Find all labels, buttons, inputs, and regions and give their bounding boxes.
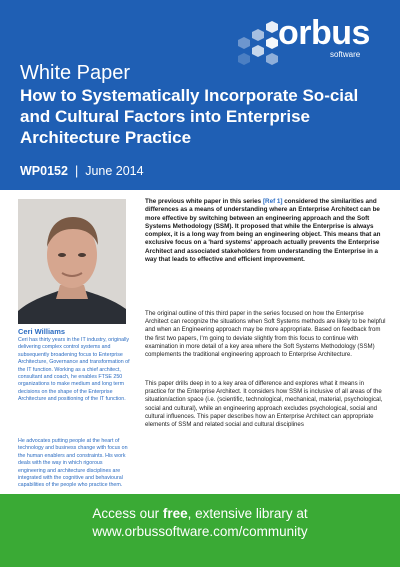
cta-link[interactable]: www.orbussoftware.com/community xyxy=(92,524,308,539)
brand-logo: orbus xyxy=(278,14,370,52)
document-date: June 2014 xyxy=(85,164,144,178)
author-bio-paragraph: He advocates putting people at the heart of technology and business change with focus on the human enablers and constraints. His work deals with the way in which rigorous engineering and architecture disciplines are integrated with the cognitive and behavioural capabilities of the people who practice them. xyxy=(18,438,128,489)
brand-tagline: software xyxy=(330,50,361,59)
document-meta xyxy=(20,164,144,178)
document-type: White Paper xyxy=(20,62,131,84)
reference-link[interactable]: [Ref 1] xyxy=(262,198,283,205)
header-banner xyxy=(0,0,400,190)
cta-text xyxy=(0,506,400,521)
intro-text: considered the similarities and differences as a means of understanding where an Enterprise Architect can be more effective by switching between an engineering approach and the Soft Systems Methodology (SSM). It proposed that while the Enterprise is always complex, it is a long way from being an engineering object. This means that an exclusive focus on a 'hard systems' approach actually prevents the Enterprise Architect and associated stakeholders from understanding the Enterprise in a way that leads to effective and efficient improvement. xyxy=(145,198,381,264)
cta-text-after: , extensive library at xyxy=(187,506,308,521)
author-portrait-icon xyxy=(18,199,126,324)
document-title: How to Systematically Incorporate So-cial and Cultural Factors into Enterprise Architecture Practice xyxy=(20,86,359,147)
meta-separator: | xyxy=(74,164,79,178)
body-paragraph: The original outline of this third paper in the series focused on how the Enterprise Architect can recognize the situations when Soft Systems methods are likely to be helpful and when an Engineering approach may be more appropriate. Based on feedback from the first two papers, I'm going to deviate slightly from this focus to continue with examination in more detail of a key area where the Soft Systems Methodology (SSM) complements the traditional engineering approach to Enterprise Architecture. xyxy=(145,310,386,359)
body-paragraph: This paper drills deep in to a key area of difference and explores what it means in practice for the Enterprise Architect. It considers how SSM is inclusive of all areas of the situation/action space (i.e. (scientific, technological, mechanical, material, psychological, social and cultural), while an engineering approach excludes psychological, social and cultural influences. This paper describes how an Enterprise Architect can appropriate elements of SSM and related social and cultural disciplines xyxy=(145,380,383,429)
cta-emphasis: free xyxy=(162,506,188,521)
intro-paragraph xyxy=(145,198,387,264)
author-bio-paragraph: Ceri has thirty years in the IT industry, originally delivering complex control systems and subsequently broadening focus to Enterprise Architecture, Governance and transformation of the IT function. Working as a chief architect, consultant and coach, he enables FTSE 250 organizations to make medium and long term decisions on the shape of the Enterprise Architecture and positioning of the IT function. xyxy=(18,337,130,403)
author-name: Ceri Williams xyxy=(18,327,66,336)
cta-text-before: Access our xyxy=(92,506,163,521)
author-photo xyxy=(18,199,126,324)
document-code: WP0152 xyxy=(20,164,68,178)
intro-text: The previous white paper in this series xyxy=(145,198,263,205)
